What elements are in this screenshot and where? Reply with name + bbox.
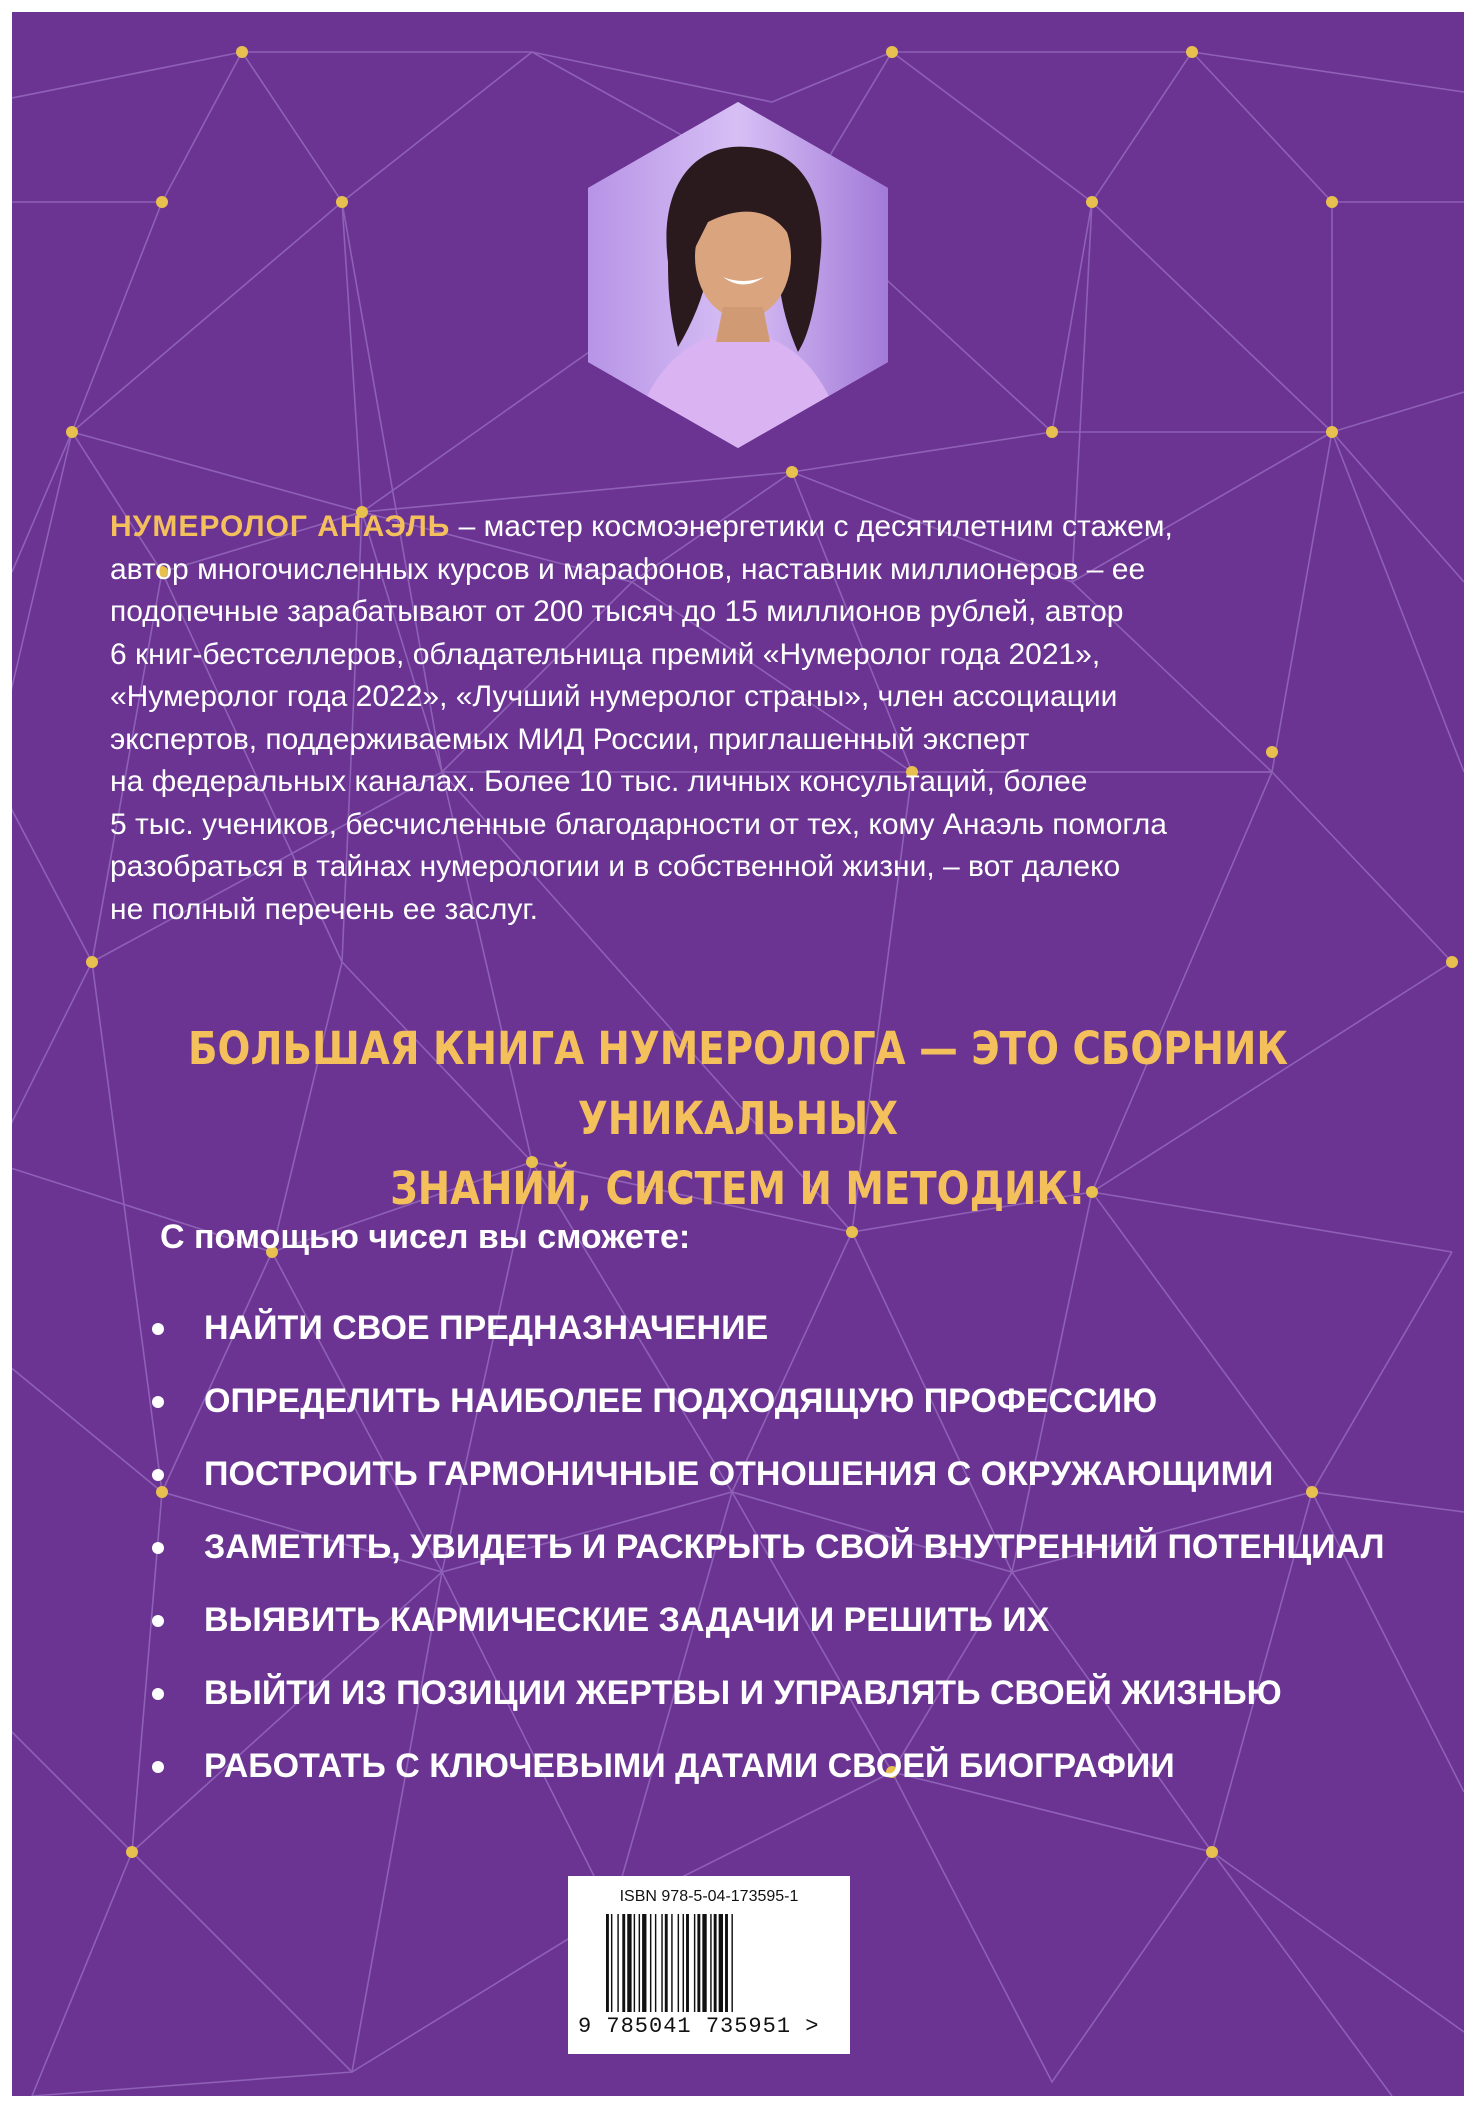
bullet-icon bbox=[152, 1542, 164, 1554]
bio-line: «Нумеролог года 2022», «Лучший нумеролог страны», член ассоциации bbox=[110, 680, 1118, 713]
headline-line-1: БОЛЬШАЯ КНИГА НУМЕРОЛОГА — ЭТО СБОРНИК УНИКАЛЬНЫХ bbox=[187, 1022, 1289, 1145]
list-item: ВЫЙТИ ИЗ ПОЗИЦИИ ЖЕРТВЫ И УПРАВЛЯТЬ СВОЕЙ ЖИЗНЬЮ bbox=[152, 1657, 1452, 1730]
author-portrait bbox=[588, 102, 888, 448]
bio-line: разобраться в тайнах нумерологии и в собственной жизни, – вот далеко bbox=[110, 850, 1121, 883]
list-item: ЗАМЕТИТЬ, УВИДЕТЬ И РАСКРЫТЬ СВОЙ ВНУТРЕННИЙ ПОТЕНЦИАЛ bbox=[152, 1511, 1452, 1584]
barcode-icon bbox=[606, 1914, 812, 2012]
intro-text: С помощью чисел вы сможете: bbox=[160, 1218, 691, 1256]
list-item: ОПРЕДЕЛИТЬ НАИБОЛЕЕ ПОДХОДЯЩУЮ ПРОФЕССИЮ bbox=[152, 1365, 1452, 1438]
bullet-icon bbox=[152, 1761, 164, 1773]
bio-line: не полный перечень ее заслуг. bbox=[110, 892, 538, 926]
author-bio bbox=[110, 506, 1370, 931]
back-cover bbox=[12, 12, 1464, 2096]
bio-line: НУМЕРОЛОГ АНАЭЛЬ – мастер космоэнергетики с десятилетним стажем, bbox=[110, 510, 1173, 543]
bullet-icon bbox=[152, 1688, 164, 1700]
author-name: НУМЕРОЛОГ АНАЭЛЬ bbox=[110, 510, 451, 543]
bio-line: 6 книг-бестселлеров, обладательница премий «Нумеролог года 2021», bbox=[110, 637, 1101, 671]
bullet-icon bbox=[152, 1396, 164, 1408]
bio-line: 5 тыс. учеников, бесчисленные благодарности от тех, кому Анаэль помогла bbox=[110, 807, 1167, 841]
bullet-icon bbox=[152, 1469, 164, 1481]
feature-list bbox=[152, 1292, 1452, 1803]
bio-line: автор многочисленных курсов и марафонов, наставник миллионеров – ее bbox=[110, 552, 1146, 586]
bio-line: подопечные зарабатывают от 200 тысяч до 15 миллионов рублей, автор bbox=[110, 595, 1124, 628]
headline-line-2: ЗНАНИЙ, СИСТЕМ И МЕТОДИК! bbox=[390, 1162, 1086, 1215]
list-item: НАЙТИ СВОЕ ПРЕДНАЗНАЧЕНИЕ bbox=[152, 1292, 1452, 1365]
isbn-label: ISBN 978-5-04-173595-1 bbox=[619, 1888, 799, 1905]
barcode-digits: 9 785041 735951 > bbox=[578, 2014, 820, 2039]
list-item: ПОСТРОИТЬ ГАРМОНИЧНЫЕ ОТНОШЕНИЯ С ОКРУЖАЮЩИМИ bbox=[152, 1438, 1452, 1511]
isbn-barcode bbox=[568, 1876, 850, 2054]
bullet-icon bbox=[152, 1615, 164, 1627]
list-item: РАБОТАТЬ С КЛЮЧЕВЫМИ ДАТАМИ СВОЕЙ БИОГРАФИИ bbox=[152, 1730, 1452, 1803]
bio-line: на федеральных каналах. Более 10 тыс. личных консультаций, более bbox=[110, 765, 1088, 798]
bullet-icon bbox=[152, 1323, 164, 1335]
bio-line: экспертов, поддерживаемых МИД России, приглашенный эксперт bbox=[110, 722, 1030, 756]
headline bbox=[165, 1014, 1311, 1224]
list-item: ВЫЯВИТЬ КАРМИЧЕСКИЕ ЗАДАЧИ И РЕШИТЬ ИХ bbox=[152, 1584, 1452, 1657]
